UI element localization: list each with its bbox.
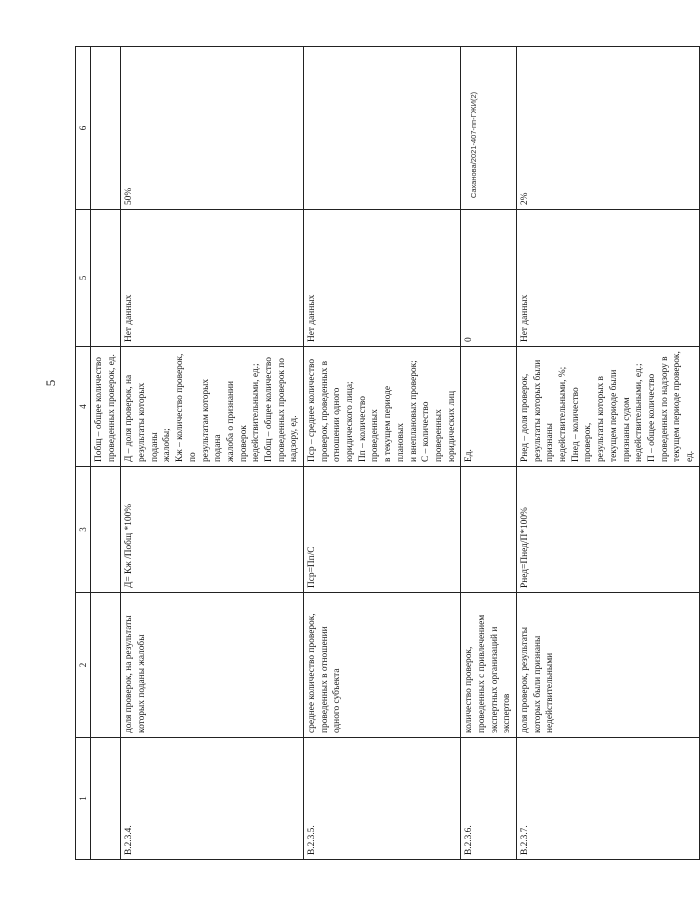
definition-line: проведенных проверок, ед. <box>106 354 117 462</box>
definition-line: жалобы; <box>162 428 173 462</box>
definition-line: в текущем периоде плановых <box>383 385 406 462</box>
indicator-name: доля проверок, на результаты которых поданы жалобы <box>121 593 304 738</box>
definition-line: признаны <box>545 423 556 462</box>
definition-line: проведенных по надзору в <box>659 356 670 462</box>
definition-line: результатам которых подана <box>200 378 224 462</box>
indicator-definitions <box>121 347 304 467</box>
definition-line: Побщ – общее количество <box>94 357 104 462</box>
definition-line: юридических лиц <box>446 390 457 462</box>
definition-line: жалоба о признании проверок <box>225 380 249 462</box>
document-reference: Саханова/2021-407-пп-ГЖИ(2) <box>469 91 478 199</box>
baseline-value: Нет данных <box>304 210 461 347</box>
indicator-formula: Пср=Пп/С <box>304 467 461 593</box>
definition-line: проверок, проведенных в <box>319 360 330 462</box>
row-code: В.2.3.6. <box>461 738 517 860</box>
definition-line: текущем периоде были <box>608 369 619 462</box>
definition-line: проведенных проверок по <box>276 358 287 462</box>
definition-line: юридического лица; <box>345 381 356 462</box>
indicator-formula: Д= Кж /Побщ *100% <box>121 467 304 593</box>
baseline-value: Нет данных <box>517 210 700 347</box>
definition-line: признаны судом <box>621 397 632 462</box>
definition-line: Побщ – общее количество <box>263 357 274 462</box>
table-cell <box>91 738 121 860</box>
column-number: 6 <box>76 47 91 210</box>
baseline-value: 0 <box>461 210 517 347</box>
table-row <box>121 47 304 860</box>
definition-line: Рнед – доля проверок, <box>520 373 530 462</box>
table-row <box>304 47 461 860</box>
indicator-definitions <box>461 347 517 467</box>
target-value: 50% <box>121 47 304 210</box>
definition-line: результаты которых были <box>532 359 543 462</box>
indicator-name: количество проверок, проведенных с привлечением экспертных организаций и экспертов <box>461 593 517 738</box>
definition-line: Кж – количество проверок, по <box>175 353 198 462</box>
column-number: 3 <box>76 467 91 593</box>
table-row <box>517 47 700 860</box>
definition-line: Пср – среднее количество <box>307 358 317 462</box>
definition-line: результаты которых в <box>596 376 607 462</box>
indicator-name: среднее количество проверок, проведенных в отношении одного субъекта <box>304 593 461 738</box>
column-number-row <box>76 47 91 860</box>
column-number: 5 <box>76 210 91 347</box>
definition-line: Д – доля проверок, на <box>124 374 135 462</box>
definition-line: Ед. <box>464 449 475 462</box>
indicator-definitions <box>304 347 461 467</box>
definition-line: и внеплановых проверок; <box>408 360 419 462</box>
column-number: 2 <box>76 593 91 738</box>
definition-line: отношении одного <box>332 387 343 462</box>
definition-line: Пп – количество проведенных <box>357 396 381 462</box>
definition-line: С – количество проверенных <box>421 401 444 462</box>
table-cell <box>91 210 121 347</box>
table-row <box>461 47 517 860</box>
continuation-definition <box>91 347 121 467</box>
definition-line: Пнед – количество проверок, <box>570 387 594 462</box>
definition-line: П – общее количество <box>646 373 657 462</box>
table-cell <box>91 47 121 210</box>
indicator-definitions <box>517 347 700 467</box>
indicators-table <box>75 46 700 860</box>
target-value <box>304 47 461 210</box>
target-value: 2% <box>517 47 700 210</box>
row-code: В.2.3.5. <box>304 738 461 860</box>
definition-line: недействительными, %; <box>558 366 569 462</box>
definition-line: текущем периоде проверок, <box>672 351 683 462</box>
table-cell <box>91 467 121 593</box>
rotated-table-frame <box>75 47 695 860</box>
column-number: 4 <box>76 347 91 467</box>
definition-line: надзору, ед. <box>289 415 300 462</box>
row-code: В.2.3.4. <box>121 738 304 860</box>
page-number: 5 <box>43 379 58 387</box>
table-cell <box>91 593 121 738</box>
indicator-formula <box>461 467 517 593</box>
continuation-row <box>91 47 121 860</box>
definition-line: недействительными, ед.; <box>634 363 645 462</box>
target-value <box>461 47 517 210</box>
indicator-formula: Рнед=Пнед/П*100% <box>517 467 700 593</box>
indicator-name: доля проверок, результаты которых были признаны недействительными <box>517 593 700 738</box>
column-number: 1 <box>76 738 91 860</box>
definition-line: ед. <box>684 450 695 462</box>
definition-line: результаты которых поданы <box>137 382 160 462</box>
baseline-value: Нет данных <box>121 210 304 347</box>
definition-line: недействительными, ед.; <box>251 363 262 462</box>
row-code: В.2.3.7. <box>517 738 700 860</box>
